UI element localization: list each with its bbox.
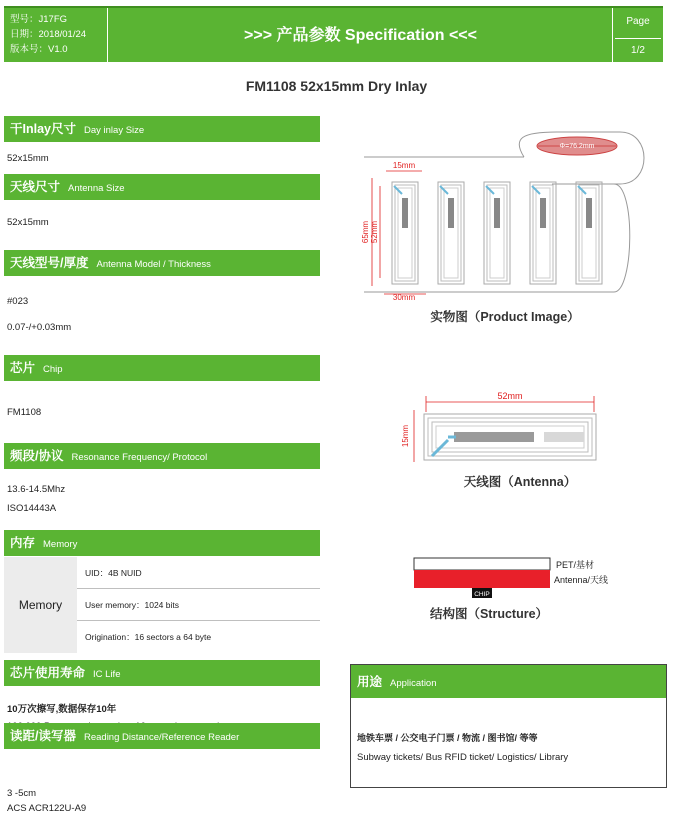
- dry-inlay-size-value: 52x15mm: [7, 153, 49, 164]
- reading-distance-value: 3 -5cm: [7, 788, 37, 799]
- section-frequency-protocol: [4, 443, 320, 469]
- inlay-antenna-icon: [392, 182, 418, 284]
- inlay-antenna-icon: [530, 182, 556, 284]
- dim-left-outer-label: 65mm: [361, 220, 370, 244]
- antenna-layer: [414, 570, 550, 588]
- header-meta: [10, 12, 110, 57]
- document-title: FM1108 52x15mm Dry Inlay: [245, 78, 428, 94]
- section-chip: [4, 355, 320, 381]
- application-header: [351, 665, 666, 698]
- page-indicator: [613, 8, 663, 64]
- inlay-antenna-icon: [438, 182, 464, 284]
- dim-left-inner-label: 52mm: [370, 220, 379, 244]
- protocol-value: ISO14443A: [7, 503, 57, 514]
- section-title-en: Chip: [43, 364, 63, 375]
- antenna-size-value: 52x15mm: [7, 217, 49, 228]
- model-number: 型号：J17FG: [10, 14, 68, 25]
- section-title-en: Resonance Frequency/ Protocol: [71, 452, 208, 463]
- inlay-antenna-icon: [576, 182, 602, 284]
- section-title-en: Day inlay Size: [84, 125, 145, 136]
- application-line-cn: 地铁车票 / 公交电子门票 / 物流 / 图书馆/ 等等: [357, 733, 538, 743]
- dim-bottom-label: 30mm: [392, 293, 416, 302]
- page-label: Page: [626, 16, 650, 27]
- antenna-thickness-value: 0.07-/+0.03mm: [7, 322, 72, 333]
- section-ic-life: [4, 660, 320, 686]
- section-title-en: Application: [390, 678, 437, 689]
- section-antenna-size: [4, 174, 320, 200]
- version-number: 版本号：V1.0: [10, 44, 68, 55]
- section-dry-inlay-size: [4, 116, 320, 142]
- section-antenna-model: [4, 250, 320, 276]
- application-box: [350, 664, 667, 788]
- section-title-en: Antenna Model / Thickness: [96, 259, 211, 270]
- memory-origination-row: Origination：16 sectors a 64 byte: [85, 632, 212, 642]
- section-title-en: Reading Distance/Reference Reader: [83, 732, 240, 743]
- section-title-cn: 用途: [357, 675, 383, 689]
- antenna-width-label: 52mm: [497, 391, 523, 401]
- header-title: >>> 产品参数 Specification <<<: [244, 27, 477, 44]
- section-title-cn: 天线型号/厚度: [10, 256, 89, 270]
- document-date: 日期：2018/01/24: [10, 29, 87, 40]
- pet-layer-label: PET/基材: [556, 560, 595, 570]
- structure-caption: 结构图（Structure）: [429, 607, 549, 621]
- section-title-cn: 频段/协议: [10, 449, 64, 463]
- page-divider: [615, 38, 661, 39]
- section-title-cn: 芯片使用寿命: [10, 666, 86, 680]
- chip-value: FM1108: [7, 407, 42, 418]
- frequency-value: 13.6-14.5Mhz: [7, 484, 66, 495]
- structure-diagram: [410, 556, 650, 604]
- antenna-coil-icon: [424, 414, 596, 460]
- section-title-cn: 芯片: [10, 361, 36, 375]
- page-number: 1/2: [631, 45, 645, 56]
- memory-table: [4, 557, 320, 653]
- antenna-caption: 天线图（Antenna）: [463, 475, 577, 489]
- memory-uid-row: UID：4B NUID: [77, 557, 320, 589]
- section-title-cn: 读距/读写器: [10, 729, 76, 743]
- section-title-cn: 内存: [10, 536, 36, 550]
- antenna-diagram: [394, 384, 608, 464]
- section-title-cn: 天线尺寸: [10, 180, 61, 194]
- product-image-caption: 实物图（Product Image）: [430, 310, 580, 324]
- product-image-diagram: [352, 128, 652, 308]
- dim-top-label: 15mm: [392, 161, 416, 170]
- inlay-antenna-icon: [484, 182, 510, 284]
- memory-label-cell: Memory: [4, 557, 77, 653]
- ic-life-value-cn: 10万次擦写,数据保存10年: [7, 704, 117, 715]
- pet-layer: [414, 558, 550, 570]
- antenna-height-label: 15mm: [401, 424, 410, 448]
- section-reading-distance: [4, 723, 320, 749]
- reference-reader-value: ACS ACR122U-A9: [7, 803, 87, 814]
- antenna-layer-label: Antenna/天线: [554, 575, 609, 585]
- section-title-cn: 干Inlay尺寸: [10, 122, 76, 136]
- chip-label: CHIP: [474, 591, 490, 598]
- section-memory: [4, 530, 320, 556]
- spec-header: [4, 6, 663, 62]
- antenna-model-value: #023: [7, 296, 29, 307]
- application-line-en: Subway tickets/ Bus RFID ticket/ Logistics/ Library: [357, 752, 569, 763]
- memory-user-row: User memory：1024 bits: [77, 589, 320, 621]
- section-title-en: IC Life: [93, 669, 121, 680]
- roll-diameter-label: Φ=76.2mm: [559, 143, 595, 150]
- section-title-en: Memory: [43, 539, 78, 550]
- section-title-en: Antenna Size: [68, 183, 125, 194]
